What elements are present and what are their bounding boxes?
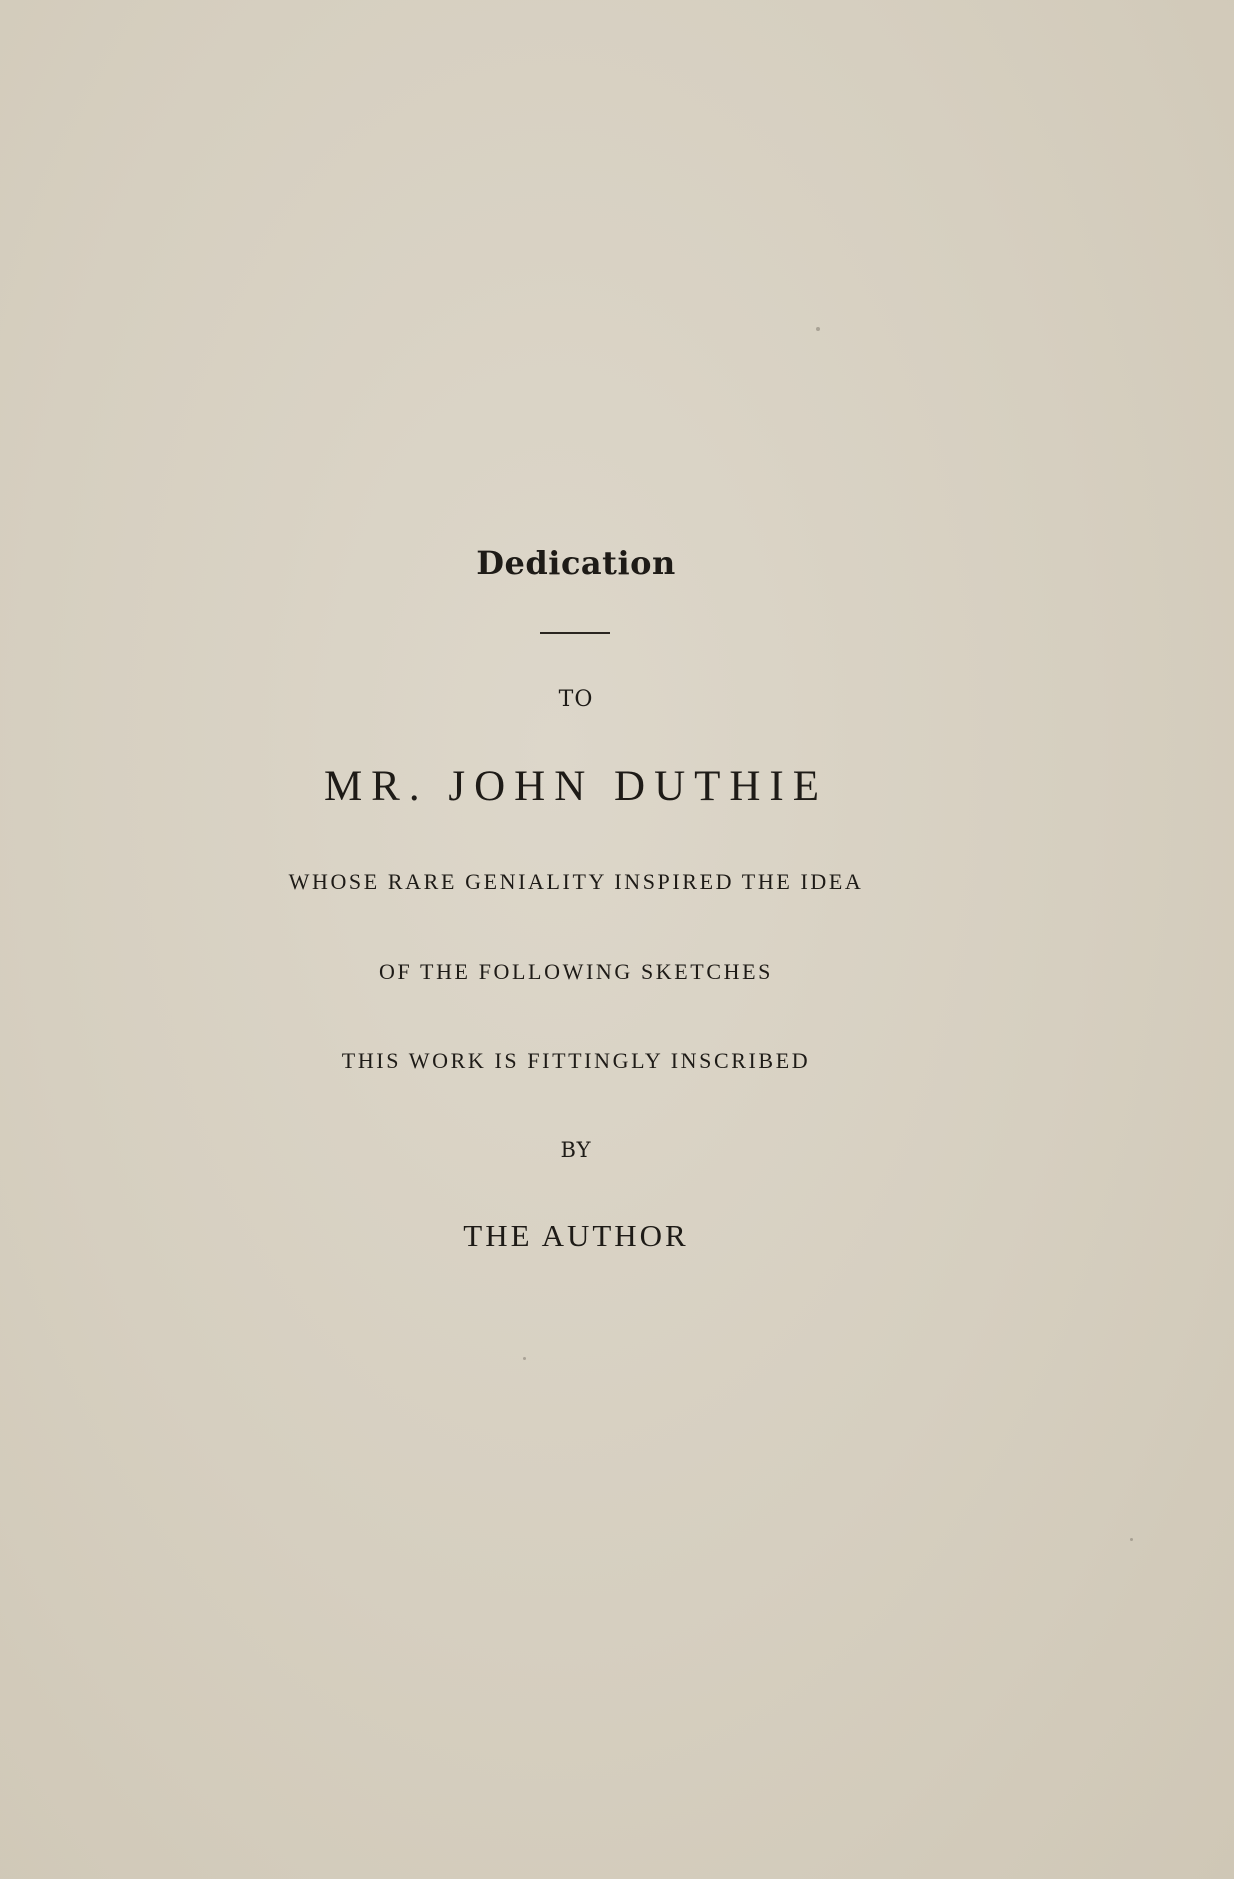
by-line: BY	[560, 1138, 592, 1162]
paper-speck	[1130, 1538, 1133, 1541]
heading-rule	[540, 632, 610, 634]
dedication-line-3: THIS WORK IS FITTINGLY INSCRIBED	[341, 1048, 811, 1073]
dedication-line-1: WHOSE RARE GENIALITY INSPIRED THE IDEA	[288, 869, 864, 894]
dedicatee-name: MR. JOHN DUTHIE	[323, 763, 829, 810]
to-line: TO	[558, 687, 594, 712]
paper-speck	[523, 1357, 526, 1360]
dedication-line-2: OF THE FOLLOWING SKETCHES	[379, 959, 773, 984]
author-line: THE AUTHOR	[463, 1218, 689, 1253]
paper-speck	[816, 327, 820, 331]
dedication-heading: Dedication	[476, 544, 676, 582]
